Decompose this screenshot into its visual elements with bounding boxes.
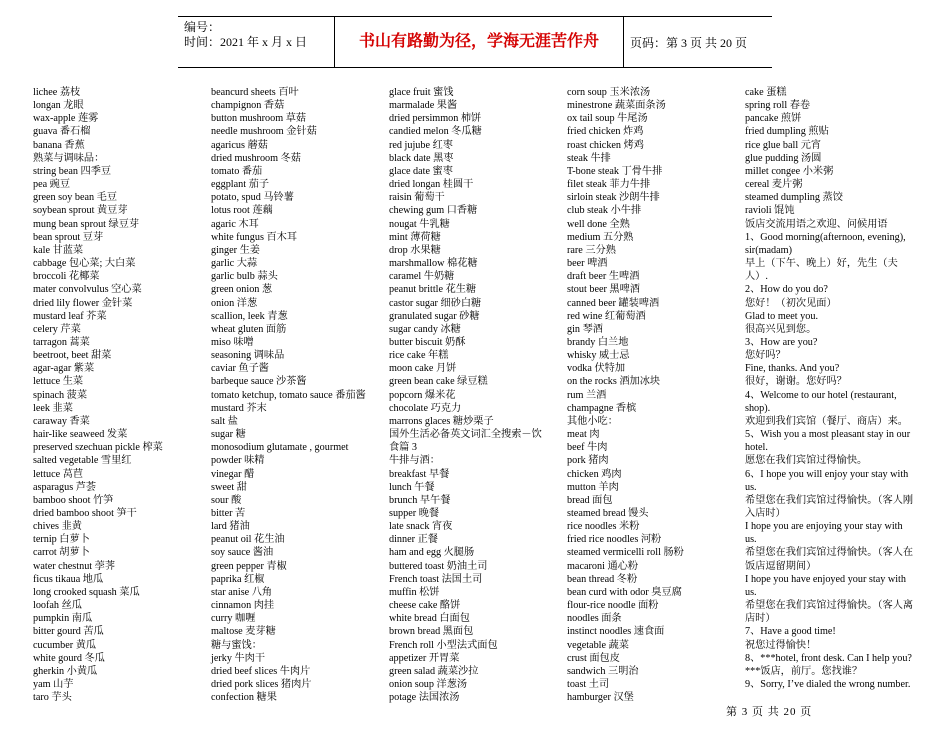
vocab-entry: 欢迎到我们宾馆（餐厅、商店）来。	[745, 415, 908, 427]
vocab-entry: string bean 四季豆	[33, 165, 112, 177]
header-motto-cell	[335, 17, 624, 67]
vocab-entry: I hope you have enjoyed your stay with us.	[745, 573, 906, 598]
vocab-entry: champignon 香菇	[211, 100, 285, 112]
vocab-entry: white fungus 百木耳	[211, 231, 298, 243]
vocab-entry: rum 兰酒	[567, 389, 607, 401]
vocab-entry: bitter gourd 苦瓜	[33, 626, 104, 638]
vocab-entry: celery 芹菜	[33, 323, 81, 335]
vocab-entry: carrot 胡萝卜	[33, 547, 90, 559]
vocab-entry: chocolate 巧克力	[389, 402, 462, 414]
vocab-entry: 8、***hotel, front desk. Can I help you?	[745, 652, 912, 664]
vocab-entry: club steak 小牛排	[567, 205, 642, 217]
vocab-entry: curry 咖喱	[211, 613, 256, 625]
vocab-entry: hair-like seaweed 发菜	[33, 429, 128, 441]
vocab-entry: late snack 宵夜	[389, 521, 453, 533]
vocab-entry: 祝您过得愉快！	[745, 639, 817, 651]
vocab-entry: soy sauce 酱油	[211, 547, 274, 559]
vocab-entry: caraway 香菜	[33, 415, 90, 427]
vocab-entry: caviar 鱼子酱	[211, 363, 269, 375]
vocab-entry: lard 猪油	[211, 521, 250, 533]
vocab-entry: ravioli 馄饨	[745, 205, 795, 217]
vocab-entry: 4、Welcome to our hotel (restaurant, shop).	[745, 389, 897, 414]
header-page-cell	[624, 17, 772, 67]
vocab-entry: tomato ketchup, tomato sauce 番茄酱	[211, 389, 366, 401]
vocab-entry: on the rocks 酒加冰块	[567, 376, 661, 388]
vocab-column-1	[33, 86, 205, 704]
vocab-entry: filet steak 菲力牛排	[567, 179, 651, 191]
vocab-entry: 希望您在我们宾馆过得愉快。（客人在饭店逗留期间）	[745, 547, 914, 572]
vocab-column-2	[211, 86, 383, 704]
vocab-entry: sandwich 三明治	[567, 665, 639, 677]
vocab-column-4	[567, 86, 739, 704]
vocab-entry: button mushroom 草菇	[211, 113, 307, 125]
vocab-entry: longan 龙眼	[33, 100, 84, 112]
vocab-entry: glace date 蜜枣	[389, 165, 453, 177]
page-header	[178, 16, 772, 68]
document-number-label: 编号：	[184, 20, 221, 34]
header-motto: 书山有路勤为径，学海无涯苦作舟	[358, 33, 599, 50]
vocab-entry: soybean sprout 黄豆芽	[33, 205, 128, 217]
vocab-entry: cereal 麦片粥	[745, 179, 803, 191]
vocab-entry: gin 琴酒	[567, 323, 603, 335]
vocab-entry: preserved szechuan pickle 榨菜	[33, 442, 163, 454]
vocab-entry: 饭店交流用语之欢迎、问候用语	[745, 218, 888, 230]
vocab-entry: whisky 威士忌	[567, 350, 630, 362]
vocab-entry: champagne 香槟	[567, 402, 637, 414]
vocab-entry: 6、I hope you will enjoy your stay with us.	[745, 468, 909, 493]
vocab-entry: 糖与蜜饯：	[211, 639, 262, 651]
header-page-info: 页码：第 3 页 共 20 页	[630, 36, 748, 50]
vocab-entry: millet congee 小米粥	[745, 165, 834, 177]
vocab-entry: caramel 牛奶糖	[389, 271, 455, 283]
vocab-entry: long crooked squash 菜瓜	[33, 586, 140, 598]
vocab-entry: garlic 大蒜	[211, 258, 258, 270]
vocab-entry: bean thread 冬粉	[567, 573, 638, 585]
vocab-entry: guava 番石榴	[33, 126, 91, 138]
vocab-entry: broccoli 花椰菜	[33, 271, 100, 283]
vocab-entry: Glad to meet you.	[745, 310, 818, 322]
vocab-entry: instinct noodles 速食面	[567, 626, 665, 638]
vocab-entry: sugar 糖	[211, 429, 246, 441]
vocab-entry: miso 味噌	[211, 336, 254, 348]
vocab-entry: toast 土司	[567, 679, 610, 691]
vocab-entry: agaricus 蘑菇	[211, 139, 268, 151]
vocab-entry: eggplant 茄子	[211, 179, 270, 191]
vocab-entry: ***饭店，前厅。您找谁？	[745, 665, 863, 677]
vocab-entry: minestrone 蔬菜面条汤	[567, 100, 666, 112]
vocab-entry: sirloin steak 沙朗牛排	[567, 192, 660, 204]
vocab-entry: castor sugar 细砂白糖	[389, 297, 482, 309]
vocab-entry: taro 芋头	[33, 692, 72, 704]
vocab-entry: fried dumpling 煎贴	[745, 126, 829, 138]
vocab-entry: salted vegetable 雪里红	[33, 455, 132, 467]
vocab-entry: beancurd sheets 百叶	[211, 87, 299, 98]
vocab-entry: candied melon 冬瓜糖	[389, 126, 482, 138]
vocab-entry: hamburger 汉堡	[567, 692, 634, 704]
vocab-entry: 希望您在我们宾馆过得愉快。（客人刚入店时）	[745, 494, 914, 519]
vocab-entry: agaric 木耳	[211, 218, 259, 230]
vocab-entry: 很好，谢谢。您好吗？	[745, 376, 847, 388]
vocab-entry: kale 甘蓝菜	[33, 244, 84, 256]
vocab-entry: French roll 小型法式面包	[389, 639, 498, 651]
vocab-entry: medium 五分熟	[567, 231, 634, 243]
vocab-entry: I hope you are enjoying your stay with us.	[745, 521, 903, 546]
vocab-entry: beer 啤酒	[567, 258, 608, 270]
vocab-column-3	[389, 86, 561, 704]
vocab-entry: ox tail soup 牛尾汤	[567, 113, 648, 125]
vocab-entry: cucumber 黄瓜	[33, 639, 97, 651]
vocab-entry: garlic bulb 蒜头	[211, 271, 278, 283]
vocab-entry: mater convolvulus 空心菜	[33, 284, 142, 296]
vocab-entry: corn soup 玉米浓汤	[567, 87, 651, 98]
vocab-entry: 1、Good morning(afternoon, evening), sir(madam)	[745, 231, 906, 256]
vocab-entry: cinnamon 肉挂	[211, 600, 275, 612]
vocab-entry: steamed vermicelli roll 肠粉	[567, 547, 684, 559]
vocab-entry: steamed bread 馒头	[567, 508, 649, 519]
vocab-entry: white gourd 冬瓜	[33, 652, 105, 664]
vocab-entry: drop 水果糖	[389, 244, 441, 256]
vocab-entry: spring roll 春卷	[745, 100, 811, 112]
vocab-entry: draft beer 生啤酒	[567, 271, 640, 283]
vocab-entry: green soy bean 毛豆	[33, 192, 118, 204]
vocab-entry: cabbage 包心菜; 大白菜	[33, 258, 136, 270]
vocab-entry: bean curd with odor 臭豆腐	[567, 586, 682, 598]
vocab-entry: wheat gluten 面筋	[211, 323, 287, 335]
vocab-entry: 3、How are you?	[745, 336, 818, 348]
vocab-entry: wax-apple 莲雾	[33, 113, 99, 125]
vocab-entry: banana 香蕉	[33, 139, 85, 151]
vocab-entry: white bread 白面包	[389, 613, 470, 625]
header-meta-cell	[178, 17, 335, 67]
vocab-entry: chewing gum 口香糖	[389, 205, 478, 217]
vocab-entry: salt 盐	[211, 415, 238, 427]
vocab-entry: marmalade 果酱	[389, 100, 458, 112]
vocab-entry: ginger 生姜	[211, 244, 260, 256]
vocab-entry: lichee 荔枝	[33, 87, 81, 98]
vocab-entry: butter biscuit 奶酥	[389, 336, 466, 348]
vocab-entry: stout beer 黑啤酒	[567, 284, 640, 296]
vocab-entry: onion 洋葱	[211, 297, 258, 309]
vocab-entry: dried bamboo shoot 笋干	[33, 508, 137, 519]
vocab-entry: mustard 芥末	[211, 402, 267, 414]
vocab-entry: ternip 白萝卜	[33, 534, 90, 546]
vocab-entry: 愿您在我们宾馆过得愉快。	[745, 455, 868, 467]
vocab-entry: 国外生活必备英文词汇全搜索－饮	[389, 429, 542, 441]
vocab-entry: cheese cake 酪饼	[389, 600, 461, 612]
vocab-entry: 牛排与酒：	[389, 455, 440, 467]
vocab-entry: needle mushroom 金针菇	[211, 126, 317, 138]
vocab-entry: glue pudding 汤圆	[745, 152, 822, 164]
vocab-entry: dried pork slices 猪肉片	[211, 679, 312, 691]
vocab-entry: green bean cake 绿豆糕	[389, 376, 488, 388]
vocab-entry: 早上（下午、晚上）好，先生（夫人）.	[745, 258, 898, 283]
vocab-entry: rare 三分熟	[567, 244, 616, 256]
vocab-entry: glace fruit 蜜饯	[389, 87, 454, 98]
vocab-entry: meat 肉	[567, 429, 600, 441]
vocab-entry: 2、How do you do?	[745, 284, 828, 296]
vocab-entry: green pepper 青椒	[211, 560, 287, 572]
vocab-entry: leek 韭菜	[33, 402, 73, 414]
vocab-entry: vodka 伏特加	[567, 363, 626, 375]
vocab-entry: ham and egg 火腿肠	[389, 547, 475, 559]
vocab-entry: beef 牛肉	[567, 442, 608, 454]
vocab-entry: gherkin 小黄瓜	[33, 665, 98, 677]
vocab-entry: powder 味精	[211, 455, 265, 467]
vocab-entry: bean sprout 豆芽	[33, 231, 104, 243]
vocab-entry: 食篇 3	[389, 442, 418, 454]
vocab-entry: sweet 甜	[211, 481, 247, 493]
vocab-entry: sour 酸	[211, 494, 242, 506]
vocab-entry: chives 韭黄	[33, 521, 82, 533]
vocab-entry: dried lily flower 金针菜	[33, 297, 133, 309]
vocab-entry: 您好！（初次见面）	[745, 297, 837, 309]
vocab-entry: dried beef slices 牛肉片	[211, 665, 311, 677]
vocab-entry: crust 面包皮	[567, 652, 620, 664]
vocab-entry: peanut oil 花生油	[211, 534, 285, 546]
vocab-entry: scallion, leek 青葱	[211, 310, 288, 322]
vocab-entry: muffin 松饼	[389, 586, 440, 598]
vocab-entry: breakfast 早餐	[389, 468, 450, 480]
vocab-entry: monosodium glutamate , gourmet	[211, 442, 349, 454]
vocab-entry: dried longan 桂圆干	[389, 179, 474, 191]
vocab-entry: potage 法国浓汤	[389, 692, 460, 704]
vocab-entry: Fine, thanks. And you?	[745, 363, 840, 375]
vocab-entry: mung bean sprout 绿豆芽	[33, 218, 140, 230]
vocab-entry: tomato 番茄	[211, 165, 263, 177]
vocab-entry: 5、Wish you a most pleasant stay in our hotel.	[745, 429, 911, 454]
vocab-entry: dinner 正餐	[389, 534, 438, 546]
vocab-entry: confection 糖果	[211, 692, 277, 704]
vocab-entry: peanut brittle 花生糖	[389, 284, 477, 296]
vocab-entry: granulated sugar 砂糖	[389, 310, 480, 322]
vocab-entry: 很高兴见到您。	[745, 323, 817, 335]
vocab-entry: rice noodles 米粉	[567, 521, 640, 533]
vocab-entry: lettuce 生菜	[33, 376, 84, 388]
vocab-entry: green onion 葱	[211, 284, 273, 296]
vocab-entry: steamed dumpling 蒸饺	[745, 192, 843, 204]
vocab-entry: black date 黑枣	[389, 152, 454, 164]
vocab-entry: brown bread 黑面包	[389, 626, 474, 638]
vocab-entry: pea 豌豆	[33, 179, 71, 191]
vocab-entry: red wine 红葡萄酒	[567, 310, 646, 322]
vocab-entry: 熟菜与调味品：	[33, 152, 105, 164]
vocab-entry: T-bone steak 丁骨牛排	[567, 165, 663, 177]
vocab-entry: vegetable 蔬菜	[567, 639, 629, 651]
vocab-entry: roast chicken 烤鸡	[567, 139, 644, 151]
vocab-entry: seasoning 调味品	[211, 350, 285, 362]
vocab-entry: dried persimmon 柿饼	[389, 113, 482, 125]
vocab-entry: macaroni 通心粉	[567, 560, 639, 572]
vocab-entry: fried chicken 炸鸡	[567, 126, 644, 138]
vocab-entry: jerky 牛肉干	[211, 652, 266, 664]
vocab-entry: bread 面包	[567, 494, 613, 506]
vocab-entry: beetroot, beet 甜菜	[33, 350, 112, 362]
vocab-entry: agar-agar 紫菜	[33, 363, 95, 375]
vocab-entry: raisin 葡萄干	[389, 192, 445, 204]
vocab-entry: rice cake 年糕	[389, 350, 449, 362]
vocab-entry: mint 薄荷糖	[389, 231, 441, 243]
vocab-entry: green salad 蔬菜沙拉	[389, 665, 479, 677]
vocab-entry: ficus tikaua 地瓜	[33, 573, 104, 585]
vocab-entry: 7、Have a good time!	[745, 626, 836, 638]
vocab-entry: chicken 鸡肉	[567, 468, 622, 480]
vocab-entry: moon cake 月饼	[389, 363, 457, 375]
vocab-entry: nougat 牛乳糖	[389, 218, 450, 230]
vocab-entry: pancake 煎饼	[745, 113, 802, 125]
vocab-column-5	[745, 86, 915, 691]
vocab-entry: red jujube 红枣	[389, 139, 453, 151]
vocab-entry: well done 全熟	[567, 218, 630, 230]
vocab-entry: pumpkin 南瓜	[33, 613, 93, 625]
vocab-entry: popcorn 爆米花	[389, 389, 456, 401]
vocab-entry: fried rice noodles 河粉	[567, 534, 662, 546]
vocab-entry: barbeque sauce 沙茶酱	[211, 376, 307, 388]
vocab-entry: bamboo shoot 竹笋	[33, 494, 114, 506]
vocab-entry: marshmallow 棉花糖	[389, 258, 478, 270]
vocab-entry: paprika 红椒	[211, 573, 265, 585]
vocab-entry: 希望您在我们宾馆过得愉快。（客人离店时）	[745, 600, 914, 625]
vocab-entry: lunch 午餐	[389, 481, 435, 493]
vocab-entry: flour-rice noodle 面粉	[567, 600, 659, 612]
vocab-entry: mustard leaf 芥菜	[33, 310, 107, 322]
vocab-entry: pork 猪肉	[567, 455, 609, 467]
vocab-entry: spinach 菠菜	[33, 389, 88, 401]
vocab-entry: noodles 面条	[567, 613, 622, 625]
vocab-entry: vinegar 醋	[211, 468, 255, 480]
vocab-entry: mutton 羊肉	[567, 481, 619, 493]
vocab-entry: supper 晚餐	[389, 508, 440, 519]
vocab-entry: appetizer 开胃菜	[389, 652, 460, 664]
vocab-entry: steak 牛排	[567, 152, 611, 164]
vocab-entry: bitter 苦	[211, 508, 246, 519]
vocab-entry: water chestnut 荸荠	[33, 560, 116, 572]
vocab-entry: yam 山芋	[33, 679, 74, 691]
vocab-entry: French toast 法国土司	[389, 573, 483, 585]
vocab-entry: rice glue ball 元宵	[745, 139, 822, 151]
page-footer: 第 3 页 共 20 页	[726, 706, 813, 718]
vocab-entry: cake 蛋糕	[745, 87, 787, 98]
vocab-entry: lettuce 莴苣	[33, 468, 84, 480]
vocab-entry: brandy 白兰地	[567, 336, 629, 348]
vocab-entry: maltose 麦芽糖	[211, 626, 276, 638]
vocab-entry: 9、Sorry, I’ve dialed the wrong number.	[745, 679, 911, 691]
vocab-entry: 其他小吃：	[567, 415, 618, 427]
vocab-entry: 您好吗？	[745, 350, 786, 362]
vocab-entry: sugar candy 冰糖	[389, 323, 461, 335]
vocab-entry: tarragon 蒿菜	[33, 336, 90, 348]
vocab-entry: canned beer 罐装啤酒	[567, 297, 660, 309]
vocab-entry: onion soup 洋葱汤	[389, 679, 468, 691]
document-time-label: 时间：2021 年 x 月 x 日	[184, 35, 308, 49]
vocab-entry: lotus root 莲藕	[211, 205, 273, 217]
vocab-entry: buttered toast 奶油土司	[389, 560, 488, 572]
vocab-entry: asparagus 芦荟	[33, 481, 97, 493]
vocab-entry: dried mushroom 冬菇	[211, 152, 301, 164]
vocab-entry: star anise 八角	[211, 586, 273, 598]
vocab-entry: loofah 丝瓜	[33, 600, 82, 612]
vocab-entry: marrons glaces 糖炒栗子	[389, 415, 494, 427]
vocab-entry: brunch 早午餐	[389, 494, 451, 506]
vocab-entry: potato, spud 马铃薯	[211, 192, 294, 204]
